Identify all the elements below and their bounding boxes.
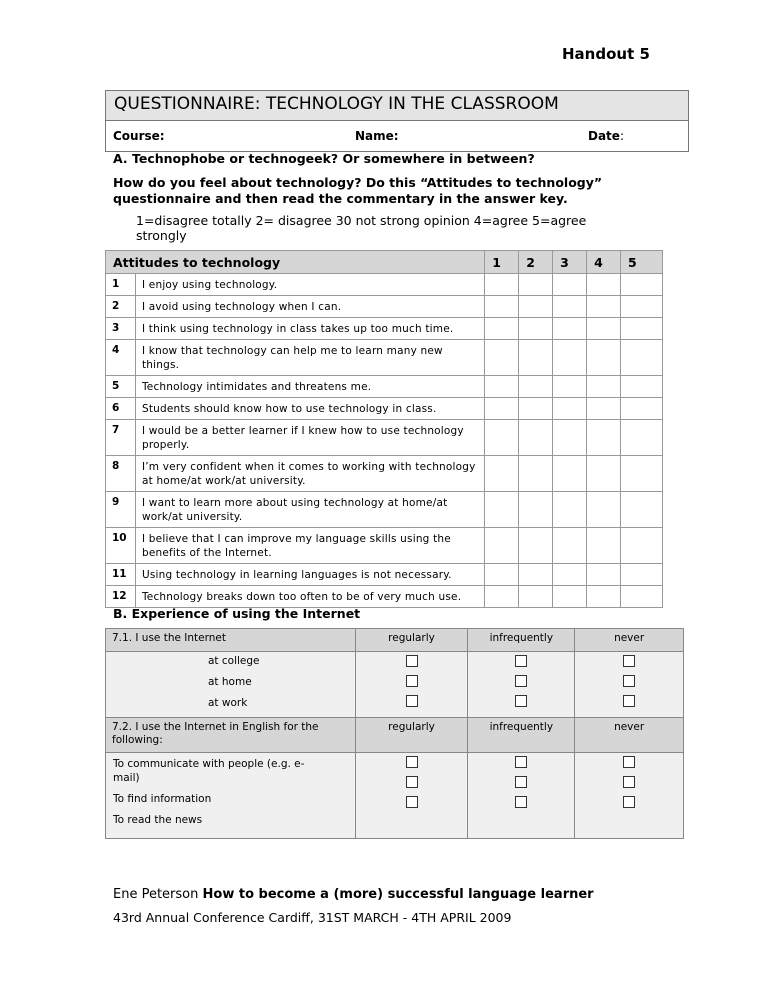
footer-talk-title: How to become a (more) successful language learner — [202, 887, 594, 902]
attitude-number: 10 — [106, 528, 136, 564]
rating-cell-1[interactable] — [485, 274, 519, 296]
date-colon: : — [619, 129, 624, 143]
q1-items — [106, 652, 356, 718]
rating-cell-4[interactable] — [587, 398, 621, 420]
attitude-number: 3 — [106, 318, 136, 340]
attitude-statement: Students should know how to use technology in class. — [135, 398, 484, 420]
checkbox-home-regularly[interactable] — [406, 675, 418, 687]
rating-cell-2[interactable] — [519, 340, 553, 376]
attitude-number: 1 — [106, 274, 136, 296]
rating-cell-5[interactable] — [621, 528, 663, 564]
attitude-number: 2 — [106, 296, 136, 318]
attitude-row — [106, 296, 663, 318]
checkbox-college-never[interactable] — [623, 655, 635, 667]
attitude-row — [106, 340, 663, 376]
attitudes-header: Attitudes to technology — [106, 251, 485, 274]
checkbox-communicate-infrequently[interactable] — [515, 756, 527, 768]
q2-item-communicate: To communicate with people (e.g. e-mail) — [113, 758, 305, 784]
rating-cell-5[interactable] — [621, 296, 663, 318]
checkbox-read-news-infrequently[interactable] — [515, 796, 527, 808]
checkbox-read-news-never[interactable] — [623, 796, 635, 808]
rating-cell-1[interactable] — [485, 420, 519, 456]
rating-cell-3[interactable] — [553, 274, 587, 296]
checkbox-college-regularly[interactable] — [406, 655, 418, 667]
attitude-statement: I’m very confident when it comes to working with technology at home/at work/at university. — [135, 456, 484, 492]
rating-cell-2[interactable] — [519, 564, 553, 586]
attitude-statement: I know that technology can help me to learn many new things. — [135, 340, 484, 376]
attitudes-table — [105, 250, 663, 608]
attitude-row — [106, 420, 663, 456]
name-label: Name: — [355, 129, 399, 143]
scale-col-3: 3 — [553, 251, 587, 274]
rating-cell-5[interactable] — [621, 456, 663, 492]
rating-cell-5[interactable] — [621, 340, 663, 376]
rating-cell-4[interactable] — [587, 420, 621, 456]
q2-items — [106, 753, 356, 839]
attitude-number: 4 — [106, 340, 136, 376]
scale-col-4: 4 — [587, 251, 621, 274]
attitude-number: 5 — [106, 376, 136, 398]
q2-regularly-col — [355, 753, 468, 839]
rating-cell-2[interactable] — [519, 398, 553, 420]
checkbox-find-info-infrequently[interactable] — [515, 776, 527, 788]
page-title: QUESTIONNAIRE: TECHNOLOGY IN THE CLASSROOM — [106, 91, 688, 121]
q1-option-never: never — [575, 629, 684, 652]
rating-cell-2[interactable] — [519, 420, 553, 456]
rating-cell-5[interactable] — [621, 492, 663, 528]
q2-header-row — [106, 718, 684, 753]
rating-cell-3[interactable] — [553, 376, 587, 398]
rating-cell-1[interactable] — [485, 564, 519, 586]
date-label — [588, 129, 624, 143]
q1-infrequently-col — [468, 652, 575, 718]
rating-cell-2[interactable] — [519, 492, 553, 528]
rating-cell-5[interactable] — [621, 398, 663, 420]
handout-label: Handout 5 — [562, 45, 650, 63]
q2-option-regularly: regularly — [355, 718, 468, 753]
q2-option-never: never — [575, 718, 684, 753]
rating-cell-5[interactable] — [621, 376, 663, 398]
rating-cell-2[interactable] — [519, 586, 553, 608]
q2-infrequently-col — [468, 753, 575, 839]
q1-header-row — [106, 629, 684, 652]
attitude-row — [106, 564, 663, 586]
attitude-number: 6 — [106, 398, 136, 420]
scale-col-5: 5 — [621, 251, 663, 274]
attitude-statement: Technology intimidates and threatens me. — [135, 376, 484, 398]
checkbox-find-info-regularly[interactable] — [406, 776, 418, 788]
rating-scale: 1=disagree totally 2= disagree 30 not strong opinion 4=agree 5=agree strongly — [136, 213, 587, 243]
rating-cell-1[interactable] — [485, 586, 519, 608]
rating-cell-4[interactable] — [587, 528, 621, 564]
rating-cell-3[interactable] — [553, 340, 587, 376]
section-a-instruction: How do you feel about technology? Do this “Attitudes to technology” questionnaire and then read the commentary in the answer key. — [113, 175, 603, 206]
rating-cell-3[interactable] — [553, 398, 587, 420]
q1-never-col — [575, 652, 684, 718]
q1-body-row — [106, 652, 684, 718]
rating-cell-4[interactable] — [587, 456, 621, 492]
rating-cell-1[interactable] — [485, 456, 519, 492]
course-label: Course: — [113, 129, 165, 143]
rating-cell-5[interactable] — [621, 420, 663, 456]
footer-credit — [113, 887, 594, 902]
attitude-number: 7 — [106, 420, 136, 456]
rating-cell-4[interactable] — [587, 340, 621, 376]
footer-author: Ene Peterson — [113, 887, 199, 902]
q2-never-col — [575, 753, 684, 839]
q1-item-home: at home — [208, 676, 252, 688]
info-row — [106, 121, 688, 151]
attitudes-header-row — [106, 251, 663, 274]
q1-item-college: at college — [208, 655, 260, 667]
attitude-statement: Using technology in learning languages is not necessary. — [135, 564, 484, 586]
rating-cell-4[interactable] — [587, 564, 621, 586]
checkbox-work-never[interactable] — [623, 695, 635, 707]
rating-cell-3[interactable] — [553, 528, 587, 564]
checkbox-find-info-never[interactable] — [623, 776, 635, 788]
q2-body-row — [106, 753, 684, 839]
rating-cell-1[interactable] — [485, 492, 519, 528]
date-text: Date — [588, 129, 620, 143]
checkbox-home-never[interactable] — [623, 675, 635, 687]
checkbox-communicate-regularly[interactable] — [406, 756, 418, 768]
checkbox-college-infrequently[interactable] — [515, 655, 527, 667]
checkbox-read-news-regularly[interactable] — [406, 796, 418, 808]
rating-cell-4[interactable] — [587, 376, 621, 398]
rating-cell-4[interactable] — [587, 492, 621, 528]
attitude-number: 12 — [106, 586, 136, 608]
rating-cell-3[interactable] — [553, 492, 587, 528]
rating-cell-2[interactable] — [519, 376, 553, 398]
attitude-statement: I would be a better learner if I knew how to use technology properly. — [135, 420, 484, 456]
rating-cell-4[interactable] — [587, 318, 621, 340]
section-b-heading: B. Experience of using the Internet — [113, 606, 361, 621]
rating-cell-2[interactable] — [519, 296, 553, 318]
rating-cell-2[interactable] — [519, 528, 553, 564]
attitude-row — [106, 492, 663, 528]
q2-option-infrequently: infrequently — [468, 718, 575, 753]
attitude-row — [106, 274, 663, 296]
attitude-statement: I want to learn more about using technology at home/at work/at university. — [135, 492, 484, 528]
rating-cell-5[interactable] — [621, 318, 663, 340]
q1-option-infrequently: infrequently — [468, 629, 575, 652]
attitude-number: 9 — [106, 492, 136, 528]
q1-item-work: at work — [208, 697, 248, 709]
checkbox-home-infrequently[interactable] — [515, 675, 527, 687]
rating-cell-1[interactable] — [485, 398, 519, 420]
attitude-number: 11 — [106, 564, 136, 586]
attitude-statement: I enjoy using technology. — [135, 274, 484, 296]
q1-label: 7.1. I use the Internet — [106, 629, 356, 652]
rating-cell-2[interactable] — [519, 456, 553, 492]
rating-cell-3[interactable] — [553, 318, 587, 340]
rating-cell-1[interactable] — [485, 528, 519, 564]
rating-cell-4[interactable] — [587, 296, 621, 318]
rating-cell-1[interactable] — [485, 318, 519, 340]
internet-table — [105, 628, 684, 839]
attitude-row — [106, 398, 663, 420]
q2-item-find-info: To find information — [113, 793, 212, 805]
attitude-row — [106, 318, 663, 340]
rating-cell-2[interactable] — [519, 274, 553, 296]
q1-regularly-col — [355, 652, 468, 718]
rating-cell-5[interactable] — [621, 586, 663, 608]
checkbox-work-infrequently[interactable] — [515, 695, 527, 707]
attitude-statement: Technology breaks down too often to be of very much use. — [135, 586, 484, 608]
section-a-heading: A. Technophobe or technogeek? Or somewhere in between? — [113, 151, 535, 166]
scale-col-1: 1 — [485, 251, 519, 274]
attitude-number: 8 — [106, 456, 136, 492]
questionnaire-header — [105, 90, 689, 152]
rating-cell-4[interactable] — [587, 274, 621, 296]
rating-cell-1[interactable] — [485, 340, 519, 376]
rating-cell-2[interactable] — [519, 318, 553, 340]
footer-conference: 43rd Annual Conference Cardiff, 31ST MARCH - 4TH APRIL 2009 — [113, 910, 512, 925]
checkbox-communicate-never[interactable] — [623, 756, 635, 768]
rating-cell-1[interactable] — [485, 296, 519, 318]
q1-option-regularly: regularly — [355, 629, 468, 652]
scale-col-2: 2 — [519, 251, 553, 274]
attitude-statement: I avoid using technology when I can. — [135, 296, 484, 318]
attitude-statement: I think using technology in class takes up too much time. — [135, 318, 484, 340]
q2-label: 7.2. I use the Internet in English for the following: — [106, 718, 356, 753]
q2-item-read-news: To read the news — [113, 814, 203, 826]
rating-cell-3[interactable] — [553, 296, 587, 318]
rating-cell-3[interactable] — [553, 564, 587, 586]
checkbox-work-regularly[interactable] — [406, 695, 418, 707]
rating-cell-5[interactable] — [621, 564, 663, 586]
attitude-row — [106, 376, 663, 398]
rating-cell-5[interactable] — [621, 274, 663, 296]
attitude-row — [106, 586, 663, 608]
rating-cell-4[interactable] — [587, 586, 621, 608]
rating-cell-3[interactable] — [553, 420, 587, 456]
attitude-row — [106, 456, 663, 492]
rating-cell-3[interactable] — [553, 586, 587, 608]
attitude-statement: I believe that I can improve my language skills using the benefits of the Internet. — [135, 528, 484, 564]
rating-cell-1[interactable] — [485, 376, 519, 398]
attitude-row — [106, 528, 663, 564]
rating-cell-3[interactable] — [553, 456, 587, 492]
